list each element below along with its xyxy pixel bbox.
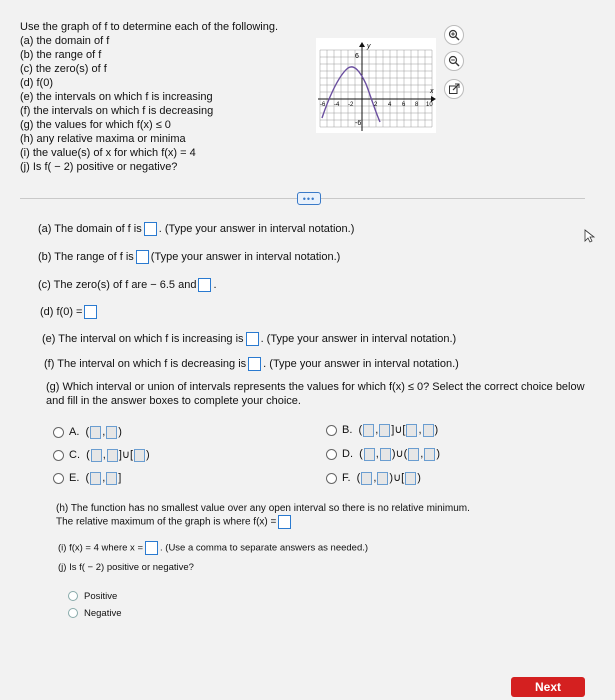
- negative-label: Negative: [84, 608, 122, 619]
- answer-h-line1: (h) The function has no smallest value over any open interval so there is no relative minimum.: [56, 503, 470, 514]
- positive-label: Positive: [84, 591, 118, 602]
- prompt-item-i: (i) the value(s) of x for which f(x) = 4: [20, 147, 196, 159]
- answer-j-question: (j) Is f( − 2) positive or negative?: [58, 562, 194, 573]
- function-graph: [316, 38, 436, 133]
- answer-f-prefix: (f) The interval on which f is decreasing is: [44, 358, 247, 370]
- prompt-item-b: (b) the range of f: [20, 49, 102, 61]
- choice-f-radio[interactable]: [326, 473, 337, 484]
- choice-d-interval: ( , )∪( , ): [356, 448, 440, 460]
- choice-c-interval: ( , ]∪[ ): [83, 449, 150, 461]
- positive-radio[interactable]: [68, 591, 78, 601]
- zero-input[interactable]: [198, 278, 211, 292]
- choice-b-input-3[interactable]: [406, 424, 417, 437]
- option-positive[interactable]: [68, 590, 117, 604]
- x-tick-label: 10: [426, 102, 433, 108]
- x-tick-label: -4: [334, 102, 340, 108]
- prompt-item-a: (a) the domain of f: [20, 35, 110, 47]
- answer-f-hint: . (Type your answer in interval notation.): [263, 358, 459, 370]
- choice-b-label: B.: [342, 424, 353, 436]
- prompt-item-d: (d) f(0): [20, 77, 53, 89]
- choice-d-input-3[interactable]: [408, 448, 419, 461]
- x-tick-label: 2: [374, 102, 378, 108]
- y-tick-bottom: -6: [355, 120, 362, 127]
- x-tick-label: 4: [388, 102, 392, 108]
- y-axis-label: y: [367, 43, 371, 50]
- choice-f-input-1[interactable]: [361, 472, 372, 485]
- choice-a-radio[interactable]: [53, 427, 64, 438]
- prompt-item-e: (e) the intervals on which f is increasing: [20, 91, 213, 103]
- x-tick-label: 8: [415, 102, 419, 108]
- choice-e-interval: ( , ]: [82, 472, 122, 484]
- answer-f: [44, 357, 459, 371]
- choice-d-input-2[interactable]: [380, 448, 391, 461]
- x-tick-label: -6: [320, 102, 326, 108]
- answer-c-prefix: (c) The zero(s) of f are − 6.5 and: [38, 279, 197, 291]
- cursor-icon: [584, 229, 596, 243]
- choice-b-radio[interactable]: [326, 425, 337, 436]
- prompt: [20, 20, 310, 174]
- domain-input[interactable]: [144, 222, 157, 236]
- zoom-in-button[interactable]: [444, 25, 464, 45]
- choice-d-label: D.: [342, 448, 353, 460]
- answer-i-prefix: (i) f(x) = 4 where x =: [58, 542, 143, 554]
- choice-c[interactable]: [53, 448, 150, 462]
- answer-c-suffix: .: [213, 279, 217, 291]
- answer-a-prefix: (a) The domain of f is: [38, 223, 142, 235]
- prompt-intro: Use the graph of f to determine each of the following.: [20, 21, 279, 33]
- choice-c-radio[interactable]: [53, 450, 64, 461]
- answer-g-question: (g) Which interval or union of intervals represents the values for which f(x) ≤ 0? Select the correct choice below and fill in the answer boxes to complete your choice.: [46, 381, 585, 407]
- choice-a-input-2[interactable]: [106, 426, 117, 439]
- choice-b-interval: ( , ]∪[ , ): [355, 424, 439, 436]
- answer-h: [56, 502, 596, 529]
- f-of-zero-input[interactable]: [84, 305, 97, 319]
- answer-b: [38, 250, 340, 264]
- answer-b-hint: (Type your answer in interval notation.): [150, 251, 341, 263]
- decreasing-interval-input[interactable]: [248, 357, 261, 371]
- external-link-icon: [448, 83, 460, 95]
- choice-c-input-3[interactable]: [134, 449, 145, 462]
- answer-h-line2: [56, 515, 596, 529]
- answer-a: [38, 222, 354, 236]
- prompt-item-g: (g) the values for which f(x) ≤ 0: [20, 119, 171, 131]
- x-axis-label: x: [430, 88, 434, 95]
- choice-f-input-3[interactable]: [405, 472, 416, 485]
- range-input[interactable]: [136, 250, 149, 264]
- x-values-input[interactable]: [145, 541, 158, 555]
- choice-e-input-1[interactable]: [90, 472, 101, 485]
- choice-e-radio[interactable]: [53, 473, 64, 484]
- choice-f-input-2[interactable]: [377, 472, 388, 485]
- choice-d-radio[interactable]: [326, 449, 337, 460]
- zoom-out-button[interactable]: [444, 51, 464, 71]
- choice-f[interactable]: [326, 471, 421, 485]
- choice-e-label: E.: [69, 472, 80, 484]
- popout-button[interactable]: [444, 79, 464, 99]
- choice-b[interactable]: [326, 423, 438, 437]
- answer-e: [42, 332, 456, 346]
- answer-a-hint: . (Type your answer in interval notation.): [158, 223, 355, 235]
- answer-c: [38, 278, 217, 292]
- answer-i-hint: . (Use a comma to separate answers as needed.): [160, 542, 369, 554]
- choice-d-input-4[interactable]: [424, 448, 435, 461]
- prompt-item-j: (j) Is f( − 2) positive or negative?: [20, 161, 178, 173]
- choice-d[interactable]: [326, 447, 440, 461]
- x-tick-label: -2: [348, 102, 354, 108]
- answer-h-prefix: The relative maximum of the graph is where f(x) =: [56, 516, 277, 528]
- zoom-out-icon: [448, 55, 460, 67]
- choice-c-input-2[interactable]: [107, 449, 118, 462]
- answer-d-prefix: (d) f(0) =: [40, 306, 83, 318]
- answer-i: [58, 541, 368, 556]
- increasing-interval-input[interactable]: [246, 332, 259, 346]
- answer-e-hint: . (Type your answer in interval notation.): [260, 333, 457, 345]
- choice-b-input-4[interactable]: [423, 424, 434, 437]
- choice-a-label: A.: [69, 426, 80, 438]
- x-tick-label: 6: [402, 102, 406, 108]
- option-negative[interactable]: [68, 607, 122, 621]
- prompt-item-f: (f) the intervals on which f is decreasing: [20, 105, 214, 117]
- answer-d: [40, 305, 99, 319]
- choice-b-input-2[interactable]: [379, 424, 390, 437]
- x-tick-labels: [320, 102, 433, 108]
- choice-e[interactable]: [53, 471, 121, 485]
- answer-e-prefix: (e) The interval on which f is increasing is: [42, 333, 244, 345]
- prompt-item-c: (c) the zero(s) of f: [20, 63, 107, 75]
- relative-max-input[interactable]: [278, 515, 291, 529]
- choice-c-input-1[interactable]: [91, 449, 102, 462]
- y-tick-top: 6: [355, 53, 359, 60]
- choice-f-label: F.: [342, 472, 351, 484]
- choice-b-input-1[interactable]: [363, 424, 374, 437]
- zoom-in-icon: [448, 29, 460, 41]
- choice-f-interval: ( , )∪[ ): [353, 472, 421, 484]
- next-button[interactable]: Next: [511, 677, 585, 697]
- prompt-item-h: (h) any relative maxima or minima: [20, 133, 186, 145]
- choice-a[interactable]: [53, 425, 122, 439]
- negative-radio[interactable]: [68, 608, 78, 618]
- choice-a-interval: ( , ): [82, 426, 122, 438]
- expand-button[interactable]: •••: [297, 192, 321, 205]
- choice-a-input-1[interactable]: [90, 426, 101, 439]
- answer-b-prefix: (b) The range of f is: [38, 251, 134, 263]
- choice-e-input-2[interactable]: [106, 472, 117, 485]
- choice-d-input-1[interactable]: [364, 448, 375, 461]
- choice-c-label: C.: [69, 449, 80, 461]
